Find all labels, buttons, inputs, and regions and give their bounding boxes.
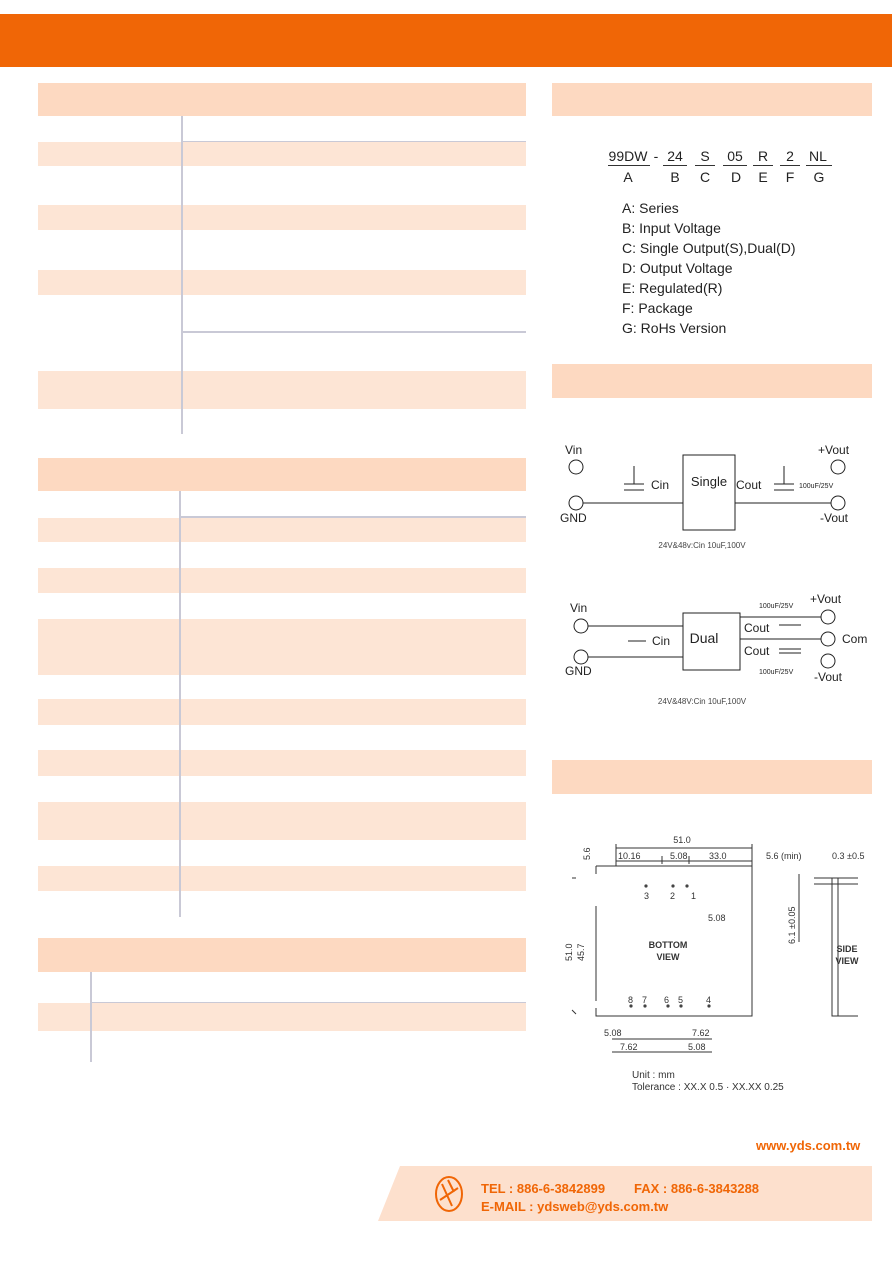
section-header-output bbox=[38, 458, 526, 491]
pn-segment-g: NL bbox=[809, 148, 827, 164]
dual-com-label: Com bbox=[842, 632, 868, 646]
dim-height-inner: 45.7 bbox=[576, 943, 586, 961]
pn-letter-g: G bbox=[813, 169, 825, 185]
dim-seg2: 5.08 bbox=[670, 851, 688, 861]
dim-seg1: 10.16 bbox=[618, 851, 641, 861]
pn-letter-d: D bbox=[730, 169, 742, 185]
dual-vout-pos-label: +Vout bbox=[810, 592, 842, 606]
table-row bbox=[38, 568, 526, 593]
single-gnd-label: GND bbox=[560, 511, 587, 525]
dim-height-outer: 51.0 bbox=[564, 943, 574, 961]
single-cap-rating: 100uF/25V bbox=[799, 483, 834, 490]
spec-table-output bbox=[38, 491, 526, 917]
table-row bbox=[38, 750, 526, 776]
single-cin-label: Cin bbox=[651, 478, 670, 492]
vout-neg-terminal-icon bbox=[821, 654, 835, 668]
mechanical-drawing bbox=[552, 826, 872, 1096]
dim-bottom-right-a: 7.62 bbox=[692, 1028, 710, 1038]
dual-cout2-label: Cout bbox=[744, 644, 770, 658]
dual-output-diagram bbox=[552, 588, 872, 712]
dual-vin-label: Vin bbox=[570, 601, 588, 615]
dim-bottom-left-b: 7.62 bbox=[620, 1042, 638, 1052]
dim-pin-spacing: 5.08 bbox=[708, 913, 726, 923]
table-row bbox=[38, 866, 526, 891]
footer-email[interactable]: E-MAIL : ydsweb@yds.com.tw bbox=[481, 1199, 669, 1214]
dual-cout1-label: Cout bbox=[744, 621, 770, 635]
table-row bbox=[38, 371, 526, 409]
single-output-diagram bbox=[552, 438, 872, 556]
part-number-legend bbox=[622, 198, 796, 338]
pin-3-icon bbox=[644, 884, 647, 887]
pn-underline-g bbox=[806, 165, 832, 166]
dual-cap-rating-bottom: 100uF/25V bbox=[759, 669, 794, 676]
pn-letter-f: F bbox=[785, 169, 795, 185]
pn-segment-d: 05 bbox=[727, 148, 743, 164]
dim-top-margin: 5.6 bbox=[582, 847, 592, 860]
table-row bbox=[38, 699, 526, 725]
pn-segment-f: 2 bbox=[786, 148, 794, 164]
pin-label-5: 5 bbox=[678, 995, 684, 1005]
pn-dash: - bbox=[653, 148, 659, 164]
vout-pos-terminal-icon bbox=[831, 460, 845, 474]
pin-label-6: 6 bbox=[664, 995, 670, 1005]
single-cout-label: Cout bbox=[736, 478, 762, 492]
legend-item: D: Output Voltage bbox=[622, 260, 733, 276]
pn-segment-b: 24 bbox=[667, 148, 683, 164]
dim-bottom-left-a: 5.08 bbox=[604, 1028, 622, 1038]
company-website[interactable]: www.yds.com.tw bbox=[756, 1138, 861, 1153]
pin-label-4: 4 bbox=[706, 995, 712, 1005]
dual-vout-neg-label: -Vout bbox=[814, 670, 843, 684]
pin-1-icon bbox=[685, 884, 688, 887]
gnd-terminal-icon bbox=[569, 496, 583, 510]
section-header-connection bbox=[552, 364, 872, 398]
table-row bbox=[38, 1003, 526, 1031]
table-row bbox=[38, 205, 526, 230]
pin-label-8: 8 bbox=[628, 995, 634, 1005]
table-divider bbox=[182, 331, 526, 333]
legend-item: B: Input Voltage bbox=[622, 220, 721, 236]
vout-pos-terminal-icon bbox=[821, 610, 835, 624]
unit-note: Unit : mm bbox=[632, 1070, 675, 1081]
vin-terminal-icon bbox=[569, 460, 583, 474]
pn-underline-e bbox=[753, 165, 773, 166]
dim-side-height: 6.1 ±0.05 bbox=[787, 906, 797, 944]
dual-cap-rating-top: 100uF/25V bbox=[759, 603, 794, 610]
pn-segment-a: 99DW bbox=[608, 148, 648, 164]
table-column-divider bbox=[90, 972, 92, 1062]
pn-underline-a bbox=[608, 165, 650, 166]
pn-underline-f bbox=[780, 165, 800, 166]
pn-underline-d bbox=[723, 165, 747, 166]
legend-item: C: Single Output(S),Dual(D) bbox=[622, 240, 796, 256]
dual-module-label: Dual bbox=[689, 630, 719, 646]
single-vout-neg-label: -Vout bbox=[820, 511, 849, 525]
single-vin-label: Vin bbox=[565, 443, 583, 457]
dim-side-thick: 0.3 ±0.5 bbox=[832, 851, 865, 861]
legend-item: F: Package bbox=[622, 300, 693, 316]
dim-width-total: 51.0 bbox=[673, 835, 691, 845]
legend-item: G: RoHs Version bbox=[622, 320, 727, 336]
single-module-box bbox=[683, 455, 735, 530]
legend-item: A: Series bbox=[622, 200, 679, 216]
pn-letter-c: C bbox=[699, 169, 711, 185]
legend-item: E: Regulated(R) bbox=[622, 280, 723, 296]
bottom-view-label-line2: VIEW bbox=[656, 952, 680, 962]
pn-letter-e: E bbox=[758, 169, 768, 185]
section-header-part-number bbox=[552, 83, 872, 116]
gnd-terminal-icon bbox=[574, 650, 588, 664]
table-row bbox=[38, 270, 526, 295]
single-module-label: Single bbox=[690, 474, 728, 489]
com-terminal-icon bbox=[821, 632, 835, 646]
dim-seg3: 33.0 bbox=[709, 851, 727, 861]
side-view-label-line2: VIEW bbox=[835, 956, 859, 966]
vin-terminal-icon bbox=[574, 619, 588, 633]
section-header-input bbox=[38, 83, 526, 116]
pn-underline-c bbox=[695, 165, 715, 166]
single-vout-pos-label: +Vout bbox=[818, 443, 850, 457]
table-row bbox=[38, 802, 526, 840]
dim-side-min: 5.6 (min) bbox=[766, 851, 802, 861]
section-header-general bbox=[38, 938, 526, 972]
vout-neg-terminal-icon bbox=[831, 496, 845, 510]
table-row bbox=[38, 518, 526, 542]
footer-fax: FAX : 886-6-3843288 bbox=[634, 1181, 760, 1196]
pn-letter-a: A bbox=[623, 169, 633, 185]
pin-2-icon bbox=[671, 884, 674, 887]
pin-label-2: 2 bbox=[670, 891, 676, 901]
footer-tel: TEL : 886-6-3842899 bbox=[481, 1181, 606, 1196]
bottom-view-label-line1: BOTTOM bbox=[648, 940, 688, 950]
single-note: 24V&48v:Cin 10uF,100V bbox=[658, 541, 746, 550]
pn-segment-e: R bbox=[757, 148, 769, 164]
spec-table-general bbox=[38, 972, 526, 1062]
part-number-code bbox=[0, 148, 892, 188]
side-view-label-line1: SIDE bbox=[836, 944, 858, 954]
section-header-dimensions bbox=[552, 760, 872, 794]
pin-label-7: 7 bbox=[642, 995, 648, 1005]
tolerance-note: Tolerance : XX.X 0.5 · XX.XX 0.25 bbox=[632, 1082, 784, 1093]
dual-gnd-label: GND bbox=[565, 664, 592, 678]
pn-segment-c: S bbox=[700, 148, 710, 164]
table-column-divider bbox=[179, 491, 181, 917]
top-banner bbox=[0, 14, 892, 67]
dual-note: 24V&48V:Cin 10uF,100V bbox=[657, 697, 747, 706]
table-divider bbox=[182, 141, 526, 142]
table-row bbox=[38, 619, 526, 675]
dual-cin-label: Cin bbox=[652, 634, 671, 648]
pin-label-3: 3 bbox=[644, 891, 650, 901]
dim-bottom-right-b: 5.08 bbox=[688, 1042, 706, 1052]
pn-underline-b bbox=[663, 165, 687, 166]
pin-label-1: 1 bbox=[691, 891, 697, 901]
pn-letter-b: B bbox=[670, 169, 680, 185]
